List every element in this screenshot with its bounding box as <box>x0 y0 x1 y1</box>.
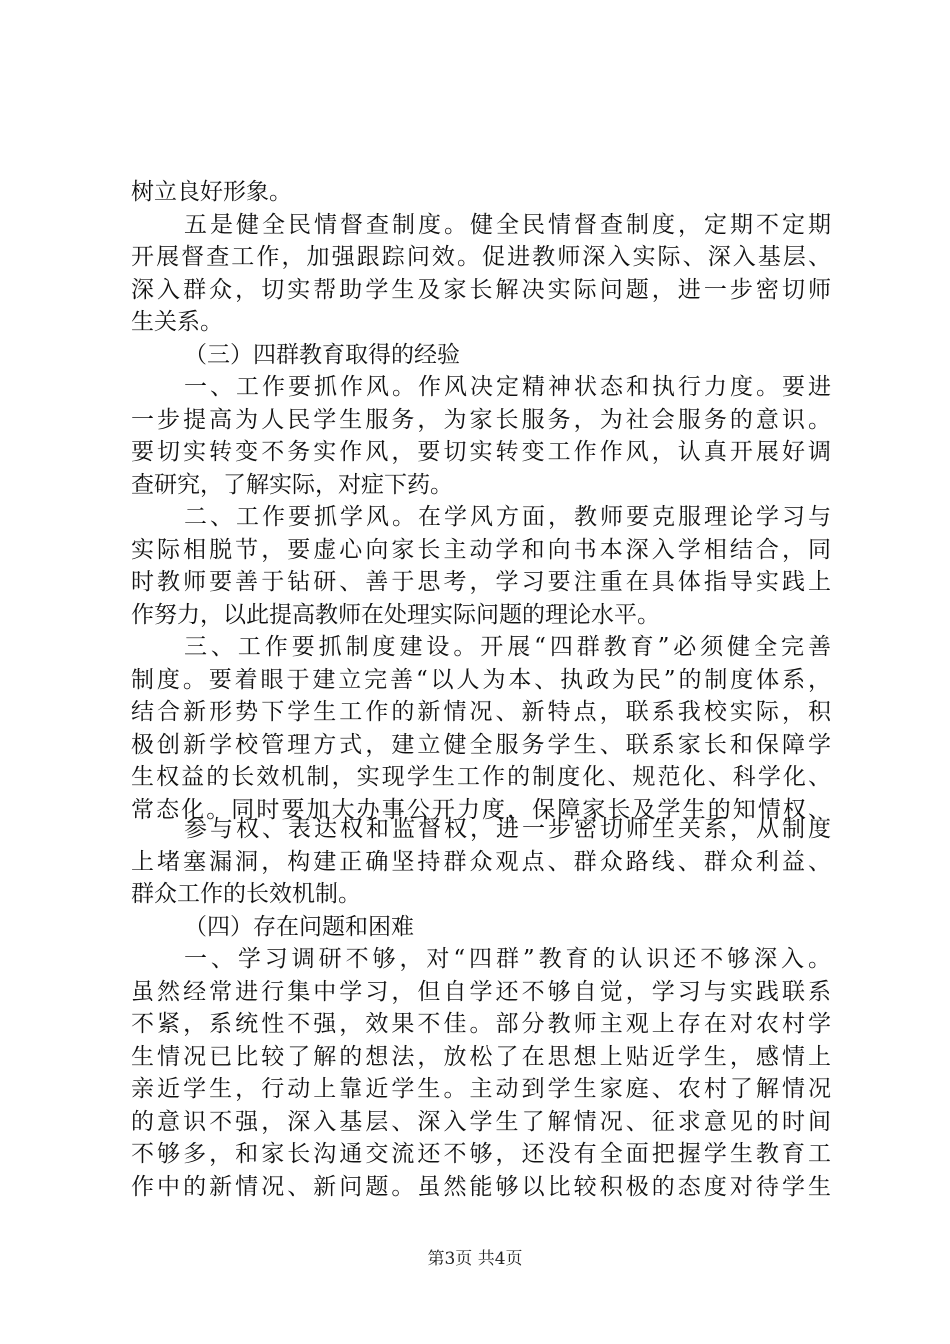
text-line: 上堵塞漏洞，构建正确坚持群众观点、群众路线、群众利益、 <box>131 848 831 875</box>
text-line: 一步提高为人民学生服务，为家长服务，为社会服务的意识。 <box>131 406 831 433</box>
text-line: 群众工作的长效机制。 <box>131 881 361 907</box>
text-line: 三、工作要抓制度建设。开展“四群教育”必须健全完善 <box>184 634 831 660</box>
text-line: 作中的新情况、新问题。虽然能够以比较积极的态度对待学生 <box>131 1173 831 1200</box>
text-line: 开展督查工作，加强跟踪问效。促进教师深入实际、深入基层、 <box>131 244 831 270</box>
text-line: 不够多，和家长沟通交流还不够，还没有全面把握学生教育工 <box>131 1141 831 1167</box>
text-line: 极创新学校管理方式，建立健全服务学生、联系家长和保障学 <box>131 731 831 758</box>
text-line: 查研究，了解实际，对症下药。 <box>131 471 453 498</box>
text-line: 参与权、表达权和监督权，进一步密切师生关系，从制度 <box>184 816 831 842</box>
text-block-upper <box>131 176 831 826</box>
text-line: 时教师要善于钻研、善于思考，学习要注重在具体指导实践上 <box>131 569 831 595</box>
text-line: 要切实转变不务实作风，要切实转变工作作风，认真开展好调 <box>131 439 831 465</box>
text-line: 作努力，以此提高教师在处理实际问题的理论水平。 <box>131 601 660 628</box>
text-line: 结合新形势下学生工作的新情况、新特点，联系我校实际，积 <box>131 699 831 725</box>
text-line: 生关系。 <box>131 309 223 335</box>
text-line: 树立良好形象。 <box>131 179 292 205</box>
text-line: 五是健全民情督查制度。健全民情督查制度，定期不定期 <box>184 211 831 238</box>
text-line: 深入群众，切实帮助学生及家长解决实际问题，进一步密切师 <box>131 276 831 303</box>
text-line: 生权益的长效机制，实现学生工作的制度化、规范化、科学化、 <box>131 764 831 790</box>
page-number-footer: 第3页 共4页 <box>427 1249 523 1269</box>
text-line: 不紧，系统性不强，效果不佳。部分教师主观上存在对农村学 <box>131 1011 831 1037</box>
text-line: 虽然经常进行集中学习，但自学还不够自觉，学习与实践联系 <box>131 978 831 1005</box>
text-line: 一、工作要抓作风。作风决定精神状态和执行力度。要进 <box>184 374 831 400</box>
text-line: 实际相脱节，要虚心向家长主动学和向书本深入学相结合，同 <box>131 536 831 563</box>
text-line: 二、工作要抓学风。在学风方面，教师要克服理论学习与 <box>184 504 831 530</box>
text-line: 亲近学生，行动上靠近学生。主动到学生家庭、农村了解情况 <box>131 1076 831 1102</box>
section-heading: （四）存在问题和困难 <box>184 913 414 940</box>
section-heading: （三）四群教育取得的经验 <box>184 341 460 368</box>
text-line: 一、学习调研不够，对“四群”教育的认识还不够深入。 <box>184 946 831 972</box>
text-block-lower <box>131 813 831 1203</box>
text-line: 常态化。同时要加大办事公开力度，保障家长及学生的知情权、 <box>131 796 831 823</box>
text-line: 制度。要着眼于建立完善“以人为本、执政为民”的制度体系， <box>131 666 831 693</box>
text-line: 生情况已比较了解的想法，放松了在思想上贴近学生，感情上 <box>131 1043 831 1070</box>
text-line: 的意识不强，深入基层、深入学生了解情况、征求意见的时间 <box>131 1108 831 1135</box>
